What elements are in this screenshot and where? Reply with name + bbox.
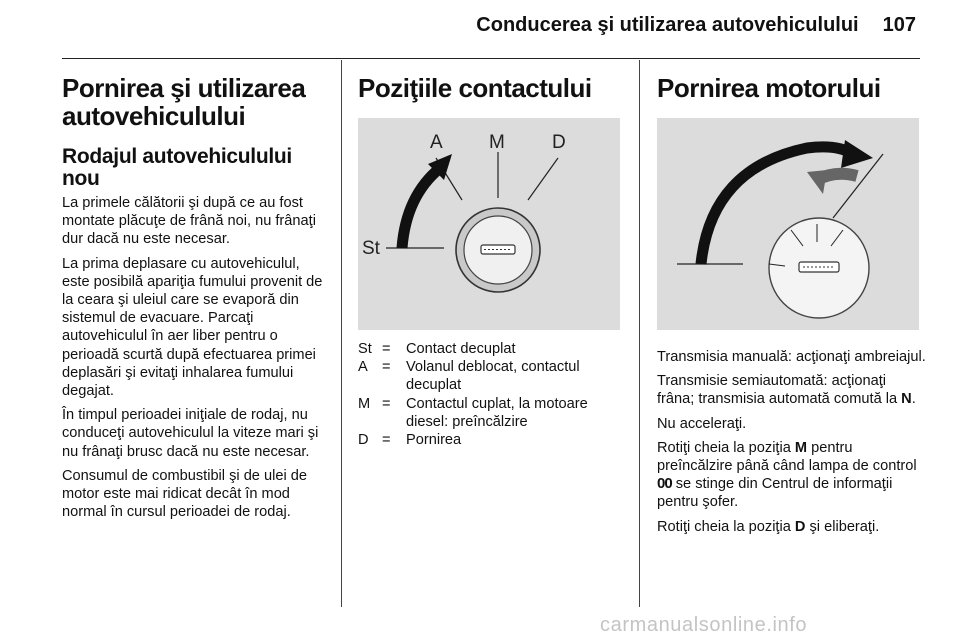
legend-row bbox=[358, 358, 628, 394]
ignition-switch-figure bbox=[358, 118, 620, 330]
legend-key: D bbox=[358, 432, 369, 449]
paragraph: Transmisia manuală: acţionaţi ambreiajul. bbox=[657, 349, 926, 365]
column-divider-1 bbox=[341, 60, 342, 607]
engine-start-figure bbox=[657, 118, 919, 330]
glow-plug-icon: 00 bbox=[657, 475, 672, 493]
legend-eq: = bbox=[382, 359, 391, 376]
legend-row bbox=[358, 431, 628, 449]
engine-start-drawing bbox=[657, 118, 919, 330]
start-position-line bbox=[833, 154, 883, 218]
column-divider-2 bbox=[639, 60, 640, 607]
arrow-head-icon bbox=[841, 140, 873, 168]
legend-eq: = bbox=[382, 341, 391, 357]
section-title: Pornirea motorului bbox=[657, 73, 881, 103]
paragraph: Nu acceleraţi. bbox=[657, 415, 747, 432]
legend-row bbox=[358, 395, 628, 431]
label-m: M bbox=[489, 132, 505, 153]
ignition-switch-drawing bbox=[358, 118, 620, 330]
subsection-title: Rodajul autovehiculului nou bbox=[62, 145, 292, 190]
legend-key: M bbox=[358, 395, 371, 412]
column-running-in bbox=[62, 74, 328, 521]
paragraph: Consumul de combustibil şi de ulei de motor este mai ridicat decât în mod normal în cursul perioadei de rodaj. bbox=[62, 467, 307, 521]
running-header bbox=[476, 14, 916, 37]
legend-eq: = bbox=[382, 395, 391, 412]
position-legend bbox=[358, 340, 628, 449]
legend-key: A bbox=[358, 359, 368, 376]
rotation-arc bbox=[402, 168, 440, 248]
chapter-title: Conducerea şi utilizarea autovehiculului bbox=[476, 14, 859, 36]
label-a: A bbox=[430, 132, 443, 153]
legend-text: Contact decuplat bbox=[406, 341, 516, 357]
section-title: Poziţiile contactului bbox=[358, 73, 592, 103]
paragraph: Transmisie semiautomată: acţionaţi frâna; transmisia automată comută la N. bbox=[657, 373, 916, 408]
legend-eq: = bbox=[382, 432, 391, 449]
label-st: St bbox=[362, 238, 380, 259]
watermark: carmanualsonline.info bbox=[600, 614, 808, 636]
column-ignition-positions bbox=[358, 74, 628, 449]
paragraph: La primele călătorii şi după ce au fost montate plăcuţe de frână noi, nu frânaţi dur dacă nu este necesar. bbox=[62, 195, 316, 248]
legend-text: Pornirea bbox=[406, 432, 462, 449]
paragraph: Rotiţi cheia la poziţia M pentru preîncălzire până când lampa de control 00 se stinge din Centrul de informaţii pentru şofer. bbox=[657, 439, 917, 511]
legend-text: Volanul deblocat, contactul decuplat bbox=[406, 359, 580, 394]
paragraph: La prima deplasare cu autovehiculul, este posibilă apariţia fumului provenit de la ceara şi uleiul care se evaporă din sistemul de evacuare. Parcaţi autovehiculul în aer liber pentru o perioadă scurtă după efectuarea primei deplasări şi evitaţi inhalarea fumului degajat. bbox=[62, 255, 323, 400]
instructions bbox=[657, 348, 927, 536]
paragraph: În timpul perioadei iniţiale de rodaj, nu conduceţi autovehiculul la viteze mari şi nu frânaţi brusc dacă nu este necesar. bbox=[62, 407, 319, 460]
paragraph: Rotiţi cheia la poziţia D şi eliberaţi. bbox=[657, 518, 880, 535]
return-arrow-icon bbox=[807, 170, 827, 194]
legend-key: St bbox=[358, 341, 372, 357]
legend-row bbox=[358, 340, 628, 358]
label-d: D bbox=[552, 132, 566, 153]
page-number: 107 bbox=[882, 14, 916, 36]
header-rule bbox=[62, 58, 920, 59]
column-starting-engine bbox=[657, 74, 927, 536]
legend-text: Contactul cuplat, la motoare diesel: preîncălzire bbox=[406, 395, 588, 430]
section-title: Pornirea şi utilizarea autovehiculului bbox=[62, 73, 306, 131]
position-d-line bbox=[528, 158, 558, 200]
